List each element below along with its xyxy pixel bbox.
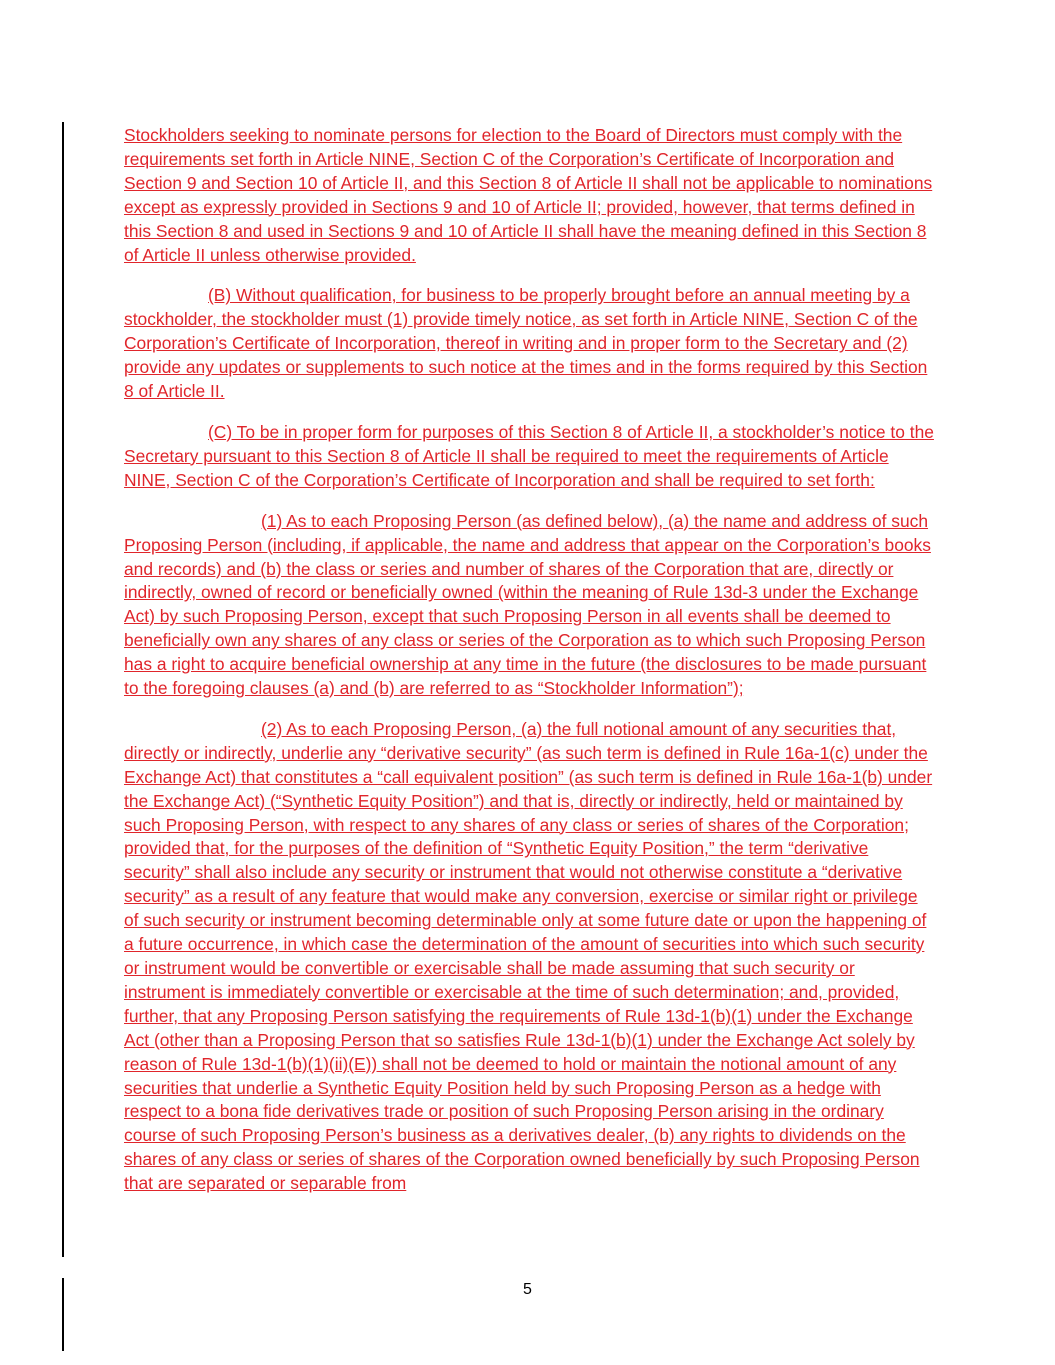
paragraph-b: (B) Without qualification, for business to be properly brought before an annual meeting by a stockholder, the stockholder must (1) provide timely notice, as set forth in Article NINE, Section C of the Corporation’s Certificate of Incorporation, thereof in writing and in proper form to the Secretary and (2) provide any updates or supplements to such notice at the times and in the forms required by this Section 8 of Article II. <box>124 285 928 402</box>
paragraph-c2: (2) As to each Proposing Person, (a) the full notional amount of any securities that, directly or indirectly, underlie any “derivative security” (as such term is defined in Rule 16a-1(c) under the Exchange Act) that constitutes a “call equivalent position” (as such term is defined in Rule 16a-1(b) under the Exchange Act) (“Synthetic Equity Position”) and that is, directly or indirectly, held or maintained by such Proposing Person, with respect to any shares of any class or series of shares of the Corporation; provided that, for the purposes of the definition of “Synthetic Equity Position,” the term “derivative security” shall also include any security or instrument that would not otherwise constitute a “derivative security” as a result of any feature that would make any conversion, exercise or similar right or privilege of such security or instrument becoming determinable only at some future date or upon the happening of a future occurrence, in which case the determination of the amount of securities into which such security or instrument would be convertible or exercisable shall be made assuming that such security or instrument is immediately convertible or exercisable at the time of such determination; and, provided, further, that any Proposing Person satisfying the requirements of Rule 13d-1(b)(1) under the Exchange Act (other than a Proposing Person that so satisfies Rule 13d-1(b)(1) under the Exchange Act solely by reason of Rule 13d-1(b)(1)(ii)(E)) shall not be deemed to hold or maintain the notional amount of any securities that underlie a Synthetic Equity Position held by such Proposing Person as a hedge with respect to a bona fide derivatives trade or position of such Proposing Person arising in the ordinary course of such Proposing Person’s business as a derivatives dealer, (b) any rights to dividends on the shares of any class or series of shares of the Corporation owned beneficially by such Proposing Person that are separated or separable from <box>124 718 933 1194</box>
page-number: 5 <box>523 1281 532 1298</box>
paragraph-c: (C) To be in proper form for purposes of this Section 8 of Article II, a stockholder’s notice to the Secretary pursuant to this Section 8 of Article II shall be required to meet the requirements of Article NINE, Section C of the Corporation’s Certificate of Incorporation and shall be required to set forth: <box>124 421 934 490</box>
paragraph-nomination: Stockholders seeking to nominate persons for election to the Board of Directors must comply with the requirements set forth in Article NINE, Section C of the Corporation’s Certificate of Incorporation and Section 9 and Section 10 of Article II, and this Section 8 of Article II shall not be applicable to nominations except as expressly provided in Sections 9 and 10 of Article II; provided, however, that terms defined in this Section 8 and used in Sections 9 and 10 of Article II shall have the meaning defined in this Section 8 of Article II unless otherwise provided. <box>124 125 933 265</box>
document-body <box>124 124 934 1213</box>
paragraph-c1: (1) As to each Proposing Person (as defined below), (a) the name and address of such Proposing Person (including, if applicable, the name and address that appear on the Corporation’s books and records) and (b) the class or series and number of shares of the Corporation that are, directly or indirectly, owned of record or beneficially owned (within the meaning of Rule 13d-3 under the Exchange Act) by such Proposing Person, except that such Proposing Person in all events shall be deemed to beneficially own any shares of any class or series of the Corporation as to which such Proposing Person has a right to acquire beneficial ownership at any time in the future (the disclosures to be made pursuant to the foregoing clauses (a) and (b) are referred to as “Stockholder Information”); <box>124 510 931 699</box>
change-bar <box>62 122 64 1257</box>
